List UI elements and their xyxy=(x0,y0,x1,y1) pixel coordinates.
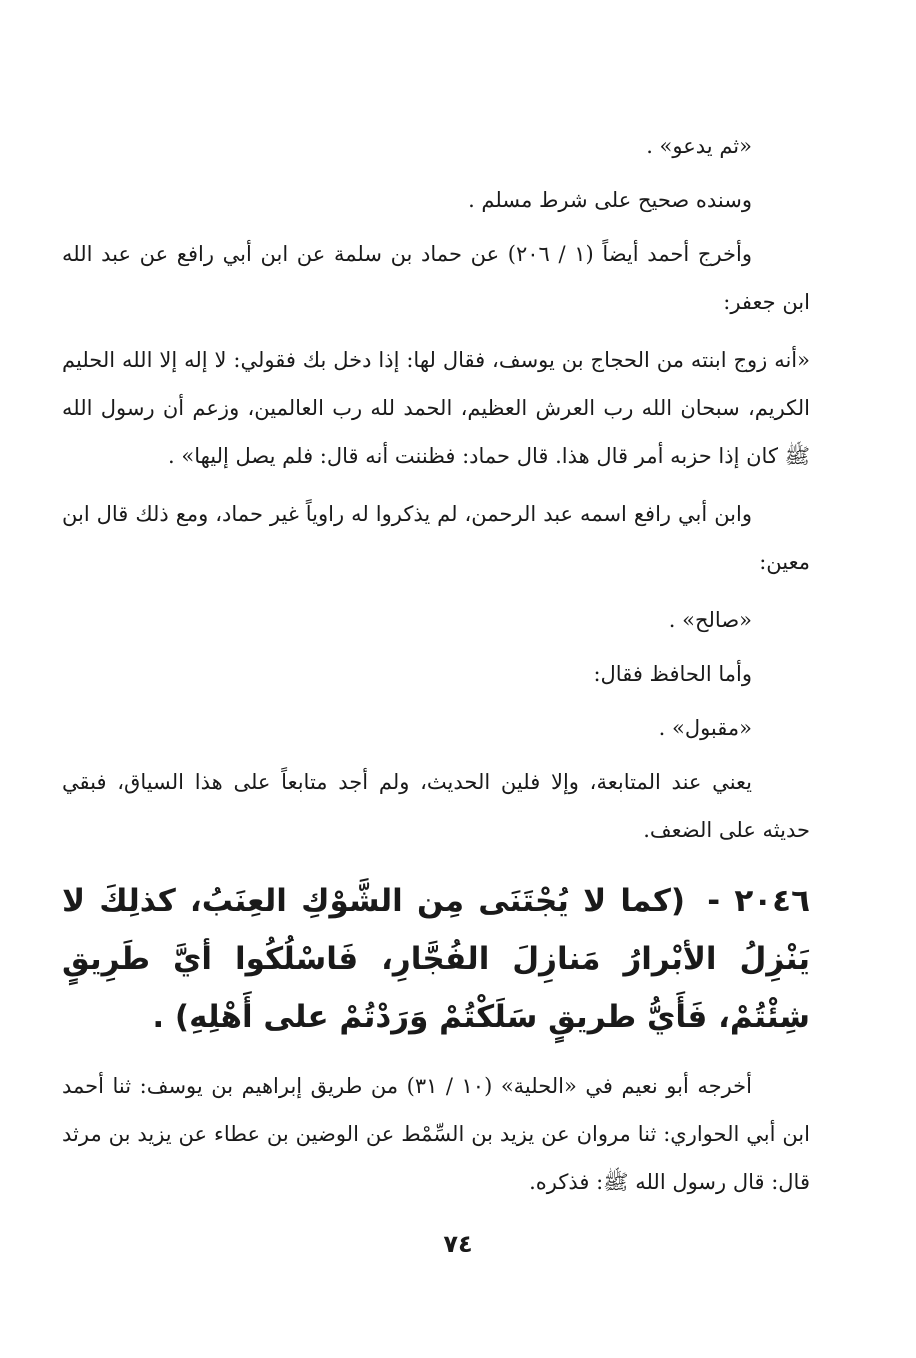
quote-yadu: «ثم يدعو» . xyxy=(646,134,752,158)
abu-nuaym-takhrij: أخرجه أبو نعيم في «الحلية» (١٠ / ٣١) من طريق إبراهيم بن يوسف: ثنا أحمد ابن أبي الحواري: ثنا مروان عن يزيد بن السِّمْط عن الوضين بن عطاء عن يزيد بن مرثد قال: قال رسول الله ﷺ: فذكره. xyxy=(62,1074,810,1194)
hadith-number: ٢٠٤٦ - xyxy=(707,883,810,919)
page-number: ٧٤ xyxy=(443,1230,473,1258)
hadith-text: (كما لا يُجْتَنَى مِن الشَّوْكِ العِنَبُ، كذلِكَ لا يَنْزِلُ الأبْرارُ مَنازِلَ الفُجَّارِ، فَاسْلُكُوا أيَّ طَرِيقٍ شِئْتُمْ، فَأَيُّ طريقٍ سَلَكْتُمْ وَرَدْتُمْ على أَهْلِهِ) . xyxy=(62,883,810,1035)
ibn-abi-rafi-note: وابن أبي رافع اسمه عبد الرحمن، لم يذكروا له راوياً غير حماد، ومع ذلك قال ابن معين: xyxy=(62,502,810,574)
weakness-conclusion: يعني عند المتابعة، وإلا فلين الحديث، ولم أجد متابعاً على هذا السياق، فبقي حديثه على الضعف. xyxy=(62,770,810,842)
hadith-heading xyxy=(62,872,810,1046)
text-column xyxy=(62,122,810,1216)
quote-maqbul: «مقبول» . xyxy=(658,716,752,740)
ahmad-takhrij: وأخرج أحمد أيضاً (١ / ٢٠٦) عن حماد بن سلمة عن ابن أبي رافع عن عبد الله ابن جعفر: xyxy=(62,242,810,314)
quote-salih: «صالح» . xyxy=(668,608,752,632)
hajjaj-narration: «أنه زوج ابنته من الحجاج بن يوسف، فقال لها: إذا دخل بك فقولي: لا إله إلا الله الحليم الكريم، سبحان الله رب العرش العظيم، الحمد لله رب العالمين، وزعم أن رسول الله ﷺ كان إذا حزبه أمر قال هذا. قال حماد: فظننت أنه قال: فلم يصل إليها» . xyxy=(62,348,810,468)
hafiz-said: وأما الحافظ فقال: xyxy=(593,662,752,686)
isnad-note: وسنده صحيح على شرط مسلم . xyxy=(468,188,752,212)
